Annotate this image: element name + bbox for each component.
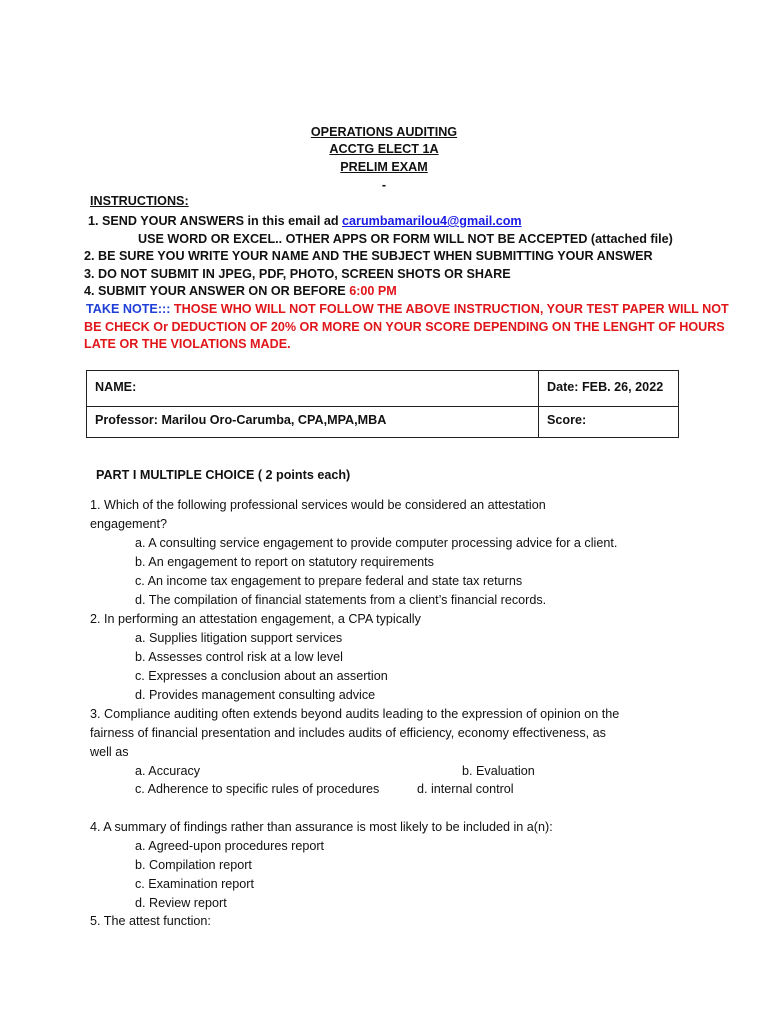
name-cell: NAME:	[87, 371, 539, 407]
question-2: 2. In performing an attestation engagement, a CPA typically	[90, 612, 421, 626]
deadline-time: 6:00 PM	[349, 284, 397, 298]
question-1-line-2: engagement?	[90, 517, 168, 531]
question-4-option-a: a. Agreed-upon procedures report	[135, 839, 325, 853]
question-4-option-c: c. Examination report	[135, 877, 254, 891]
table-row	[87, 371, 679, 407]
instruction-1-text: 1. SEND YOUR ANSWERS in this email ad	[88, 214, 343, 228]
question-1-option-b: b. An engagement to report on statutory requirements	[135, 555, 434, 569]
instructions-heading: INSTRUCTIONS:	[90, 194, 189, 208]
question-1-option-a: a. A consulting service engagement to provide computer processing advice for a client.	[135, 536, 618, 550]
student-info-table	[86, 370, 679, 438]
take-note-text: THOSE WHO WILL NOT FOLLOW THE ABOVE INSTRUCTION, YOUR TEST PAPER WILL NOT	[170, 302, 729, 316]
question-3-line-3: well as	[90, 745, 129, 759]
header-dash: -	[381, 178, 387, 192]
part1-heading: PART I MULTIPLE CHOICE ( 2 points each)	[96, 468, 351, 482]
email-link[interactable]: carumbamarilou4@gmail.com	[342, 214, 522, 228]
course-title: OPERATIONS AUDITING	[310, 125, 458, 139]
take-note-line-3: LATE OR THE VIOLATIONS MADE.	[84, 337, 291, 351]
professor-cell: Professor: Marilou Oro-Carumba, CPA,MPA,MBA	[87, 407, 539, 438]
question-3-option-d: d. internal control	[417, 782, 514, 796]
date-cell: Date: FEB. 26, 2022	[539, 371, 679, 407]
score-cell: Score:	[539, 407, 679, 438]
question-1-line-1: 1. Which of the following professional services would be considered an attestation	[90, 498, 546, 512]
take-note-line-2: BE CHECK Or DEDUCTION OF 20% OR MORE ON YOUR SCORE DEPENDING ON THE LENGHT OF HOURS	[84, 320, 725, 334]
question-1-option-d: d. The compilation of financial statements from a client’s financial records.	[135, 593, 547, 607]
question-1-option-c: c. An income tax engagement to prepare federal and state tax returns	[135, 574, 523, 588]
course-code: ACCTG ELECT 1A	[329, 142, 439, 156]
question-2-option-d: d. Provides management consulting advice	[135, 688, 376, 702]
instruction-1	[88, 213, 522, 229]
question-5: 5. The attest function:	[90, 914, 211, 928]
take-note-label: TAKE NOTE:::	[86, 302, 171, 316]
question-3-option-c: c. Adherence to specific rules of procedures	[135, 782, 380, 796]
question-3-option-a: a. Accuracy	[135, 764, 201, 778]
question-2-option-a: a. Supplies litigation support services	[135, 631, 343, 645]
take-note-line-1	[86, 301, 729, 317]
question-2-option-b: b. Assesses control risk at a low level	[135, 650, 343, 664]
question-3-option-b: b. Evaluation	[462, 764, 535, 778]
instruction-3: 3. DO NOT SUBMIT IN JPEG, PDF, PHOTO, SCREEN SHOTS OR SHARE	[84, 267, 511, 281]
instruction-4	[84, 283, 397, 299]
table-row	[87, 407, 679, 438]
question-3-line-1: 3. Compliance auditing often extends beyond audits leading to the expression of opinion on the	[90, 707, 620, 721]
instruction-2: 2. BE SURE YOU WRITE YOUR NAME AND THE SUBJECT WHEN SUBMITTING YOUR ANSWER	[84, 249, 653, 263]
question-2-option-c: c. Expresses a conclusion about an assertion	[135, 669, 388, 683]
question-4-option-b: b. Compilation report	[135, 858, 252, 872]
instruction-1-subtext: USE WORD OR EXCEL.. OTHER APPS OR FORM WILL NOT BE ACCEPTED (attached file)	[138, 232, 673, 246]
question-4-option-d: d. Review report	[135, 896, 227, 910]
question-3-line-2: fairness of financial presentation and includes audits of efficiency, economy effectiveness, as	[90, 726, 606, 740]
exam-title: PRELIM EXAM	[340, 160, 428, 174]
instruction-4-text: 4. SUBMIT YOUR ANSWER ON OR BEFORE	[84, 284, 350, 298]
question-4: 4. A summary of findings rather than assurance is most likely to be included in a(n):	[90, 820, 553, 834]
